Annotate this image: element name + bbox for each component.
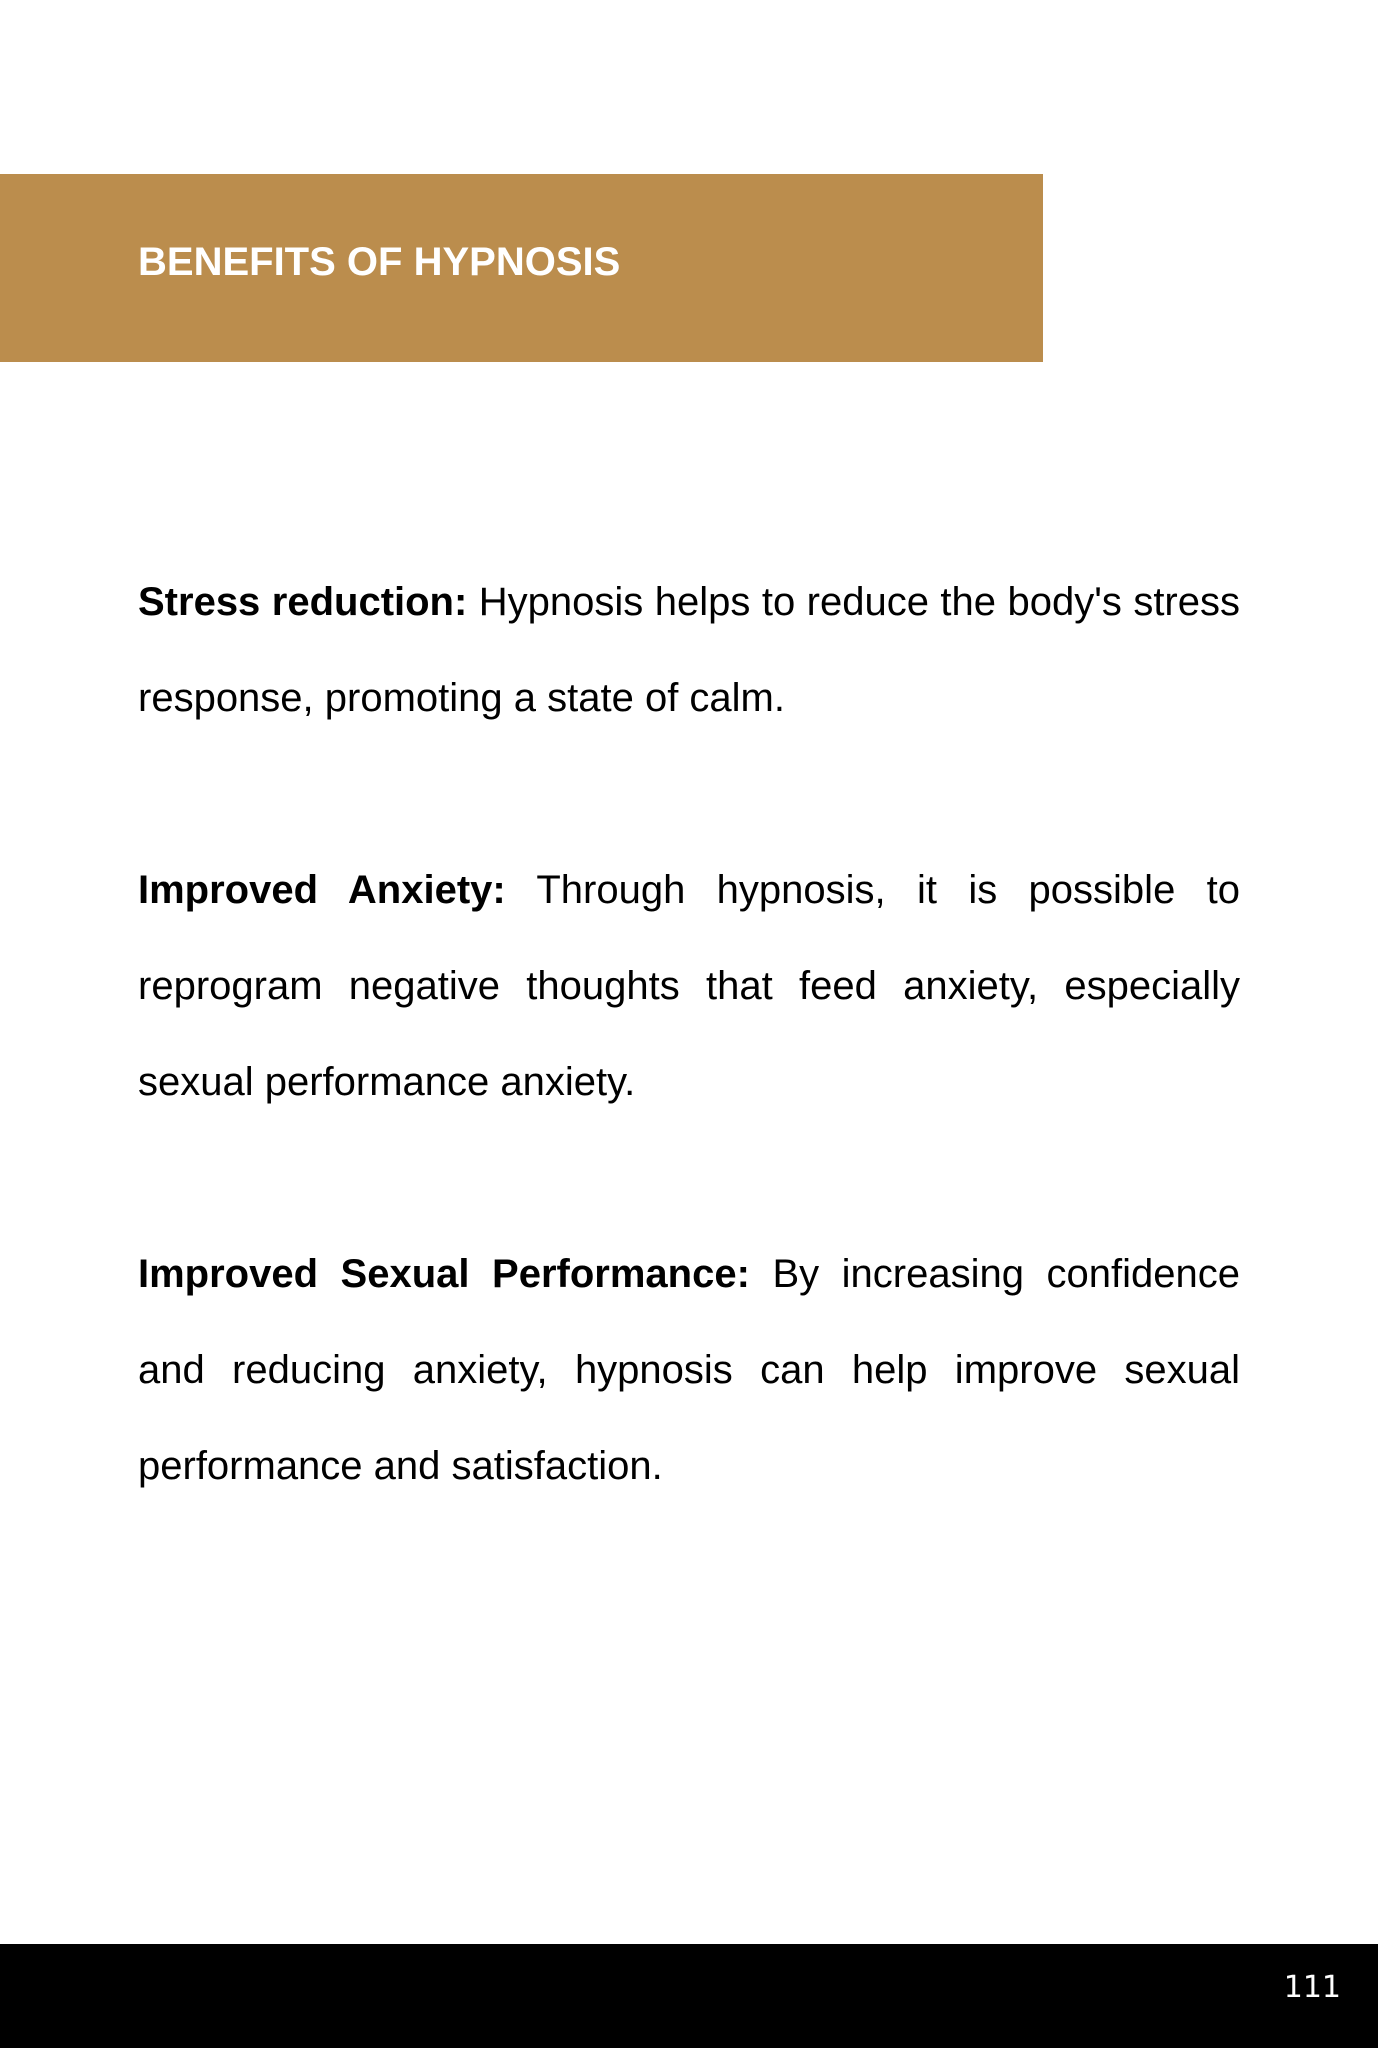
benefit-term: Stress reduction: <box>138 580 468 624</box>
page-footer <box>0 1944 1378 2048</box>
benefit-text: Hypnosis helps to reduce the body's stress response, promoting a state of calm. <box>138 580 1240 720</box>
benefit-term: Improved Anxiety: <box>138 868 506 912</box>
benefit-improved-sexual-performance <box>138 1226 1240 1514</box>
benefit-stress-reduction <box>138 554 1240 746</box>
page-title: BENEFITS OF HYPNOSIS <box>138 240 621 284</box>
benefit-text: By increasing confidence and reducing anxiety, hypnosis can help improve sexual performance and satisfaction. <box>138 1252 1240 1488</box>
page-number: 111 <box>1283 1970 1341 2005</box>
benefit-improved-anxiety <box>138 842 1240 1130</box>
benefit-text: Through hypnosis, it is possible to reprogram negative thoughts that feed anxiety, especially sexual performance anxiety. <box>138 868 1241 1104</box>
benefit-term: Improved Sexual Performance: <box>138 1252 750 1296</box>
benefits-list <box>138 554 1240 1514</box>
